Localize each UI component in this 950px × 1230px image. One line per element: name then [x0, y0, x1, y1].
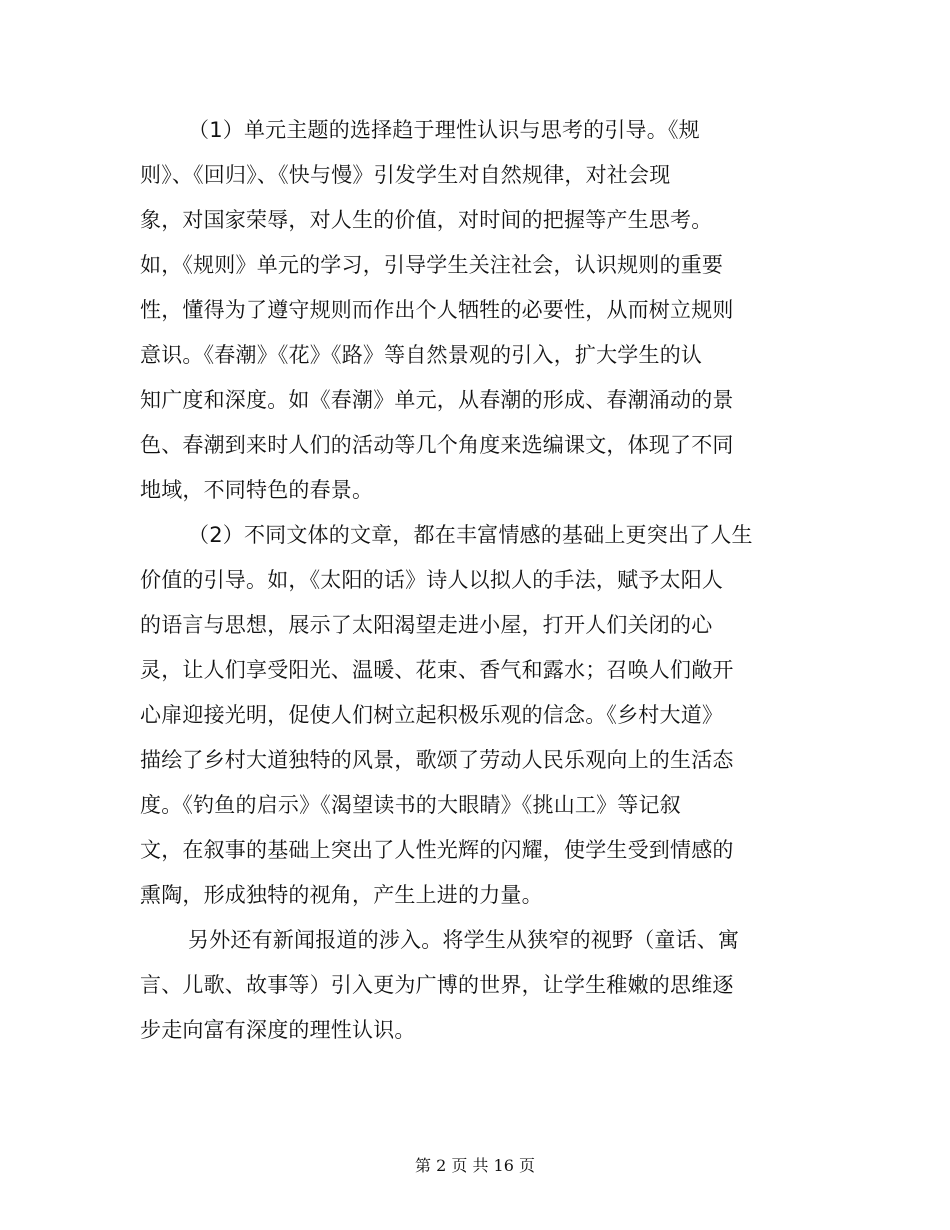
paragraph-2-line-6: 描绘了乡村大道独特的风景，歌颂了劳动人民乐观向上的生活态 — [140, 748, 734, 772]
paragraph-2-line-4: 灵，让人们享受阳光、温暖、花束、香气和露水；召唤人们敞开 — [140, 658, 734, 682]
paragraph-2-line-2: 价值的引导。如，《太阳的话》诗人以拟人的手法，赋予太阳人 — [140, 568, 724, 592]
paragraph-1-line-7: 知广度和深度。如《春潮》单元，从春潮的形成、春潮涌动的景 — [140, 388, 734, 412]
paragraph-2-line-9: 熏陶，形成独特的视角，产生上进的力量。 — [140, 883, 543, 907]
paragraph-3-line-3: 步走向富有深度的理性认识。 — [140, 1018, 416, 1042]
paragraph-2-line-8: 文，在叙事的基础上突出了人性光辉的闪耀，使学生受到情感的 — [140, 838, 734, 862]
paragraph-2-line-1: （2）不同文体的文章，都在丰富情感的基础上更突出了人生 — [188, 523, 753, 547]
paragraph-2-line-5: 心扉迎接光明，促使人们树立起积极乐观的信念。《乡村大道》 — [140, 703, 724, 727]
paragraph-3-line-2: 言、儿歌、故事等）引入更为广博的世界，让学生稚嫩的思维逐 — [140, 973, 734, 997]
page-number-footer: 第 2 页 共 16 页 — [415, 1156, 535, 1175]
paragraph-2-line-7: 度。《钓鱼的启示》《渴望读书的大眼睛》《挑山工》等记叙 — [140, 793, 681, 817]
paragraph-1-line-1: （1）单元主题的选择趋于理性认识与思考的引导。《规 — [188, 118, 700, 142]
paragraph-1-line-2: 则》、《回归》、《快与慢》引发学生对自然规律，对社会现 — [140, 163, 671, 187]
paragraph-1-line-5: 性，懂得为了遵守规则而作出个人牺牲的必要性，从而树立规则 — [140, 298, 734, 322]
paragraph-1-line-6: 意识。《春潮》《花》《路》等自然景观的引入，扩大学生的认 — [140, 343, 703, 367]
paragraph-3-line-1: 另外还有新闻报道的涉入。将学生从狭窄的视野（童话、寓 — [188, 928, 740, 952]
paragraph-1-line-4: 如，《规则》单元的学习，引导学生关注社会，认识规则的重要 — [140, 253, 724, 277]
paragraph-1-line-8: 色、春潮到来时人们的活动等几个角度来选编课文，体现了不同 — [140, 433, 734, 457]
paragraph-1-line-9: 地域，不同特色的春景。 — [140, 478, 374, 502]
paragraph-2-line-3: 的语言与思想，展示了太阳渴望走进小屋，打开人们关闭的心 — [140, 613, 713, 637]
paragraph-1-line-3: 象，对国家荣辱，对人生的价值，对时间的把握等产生思考。 — [140, 208, 713, 232]
